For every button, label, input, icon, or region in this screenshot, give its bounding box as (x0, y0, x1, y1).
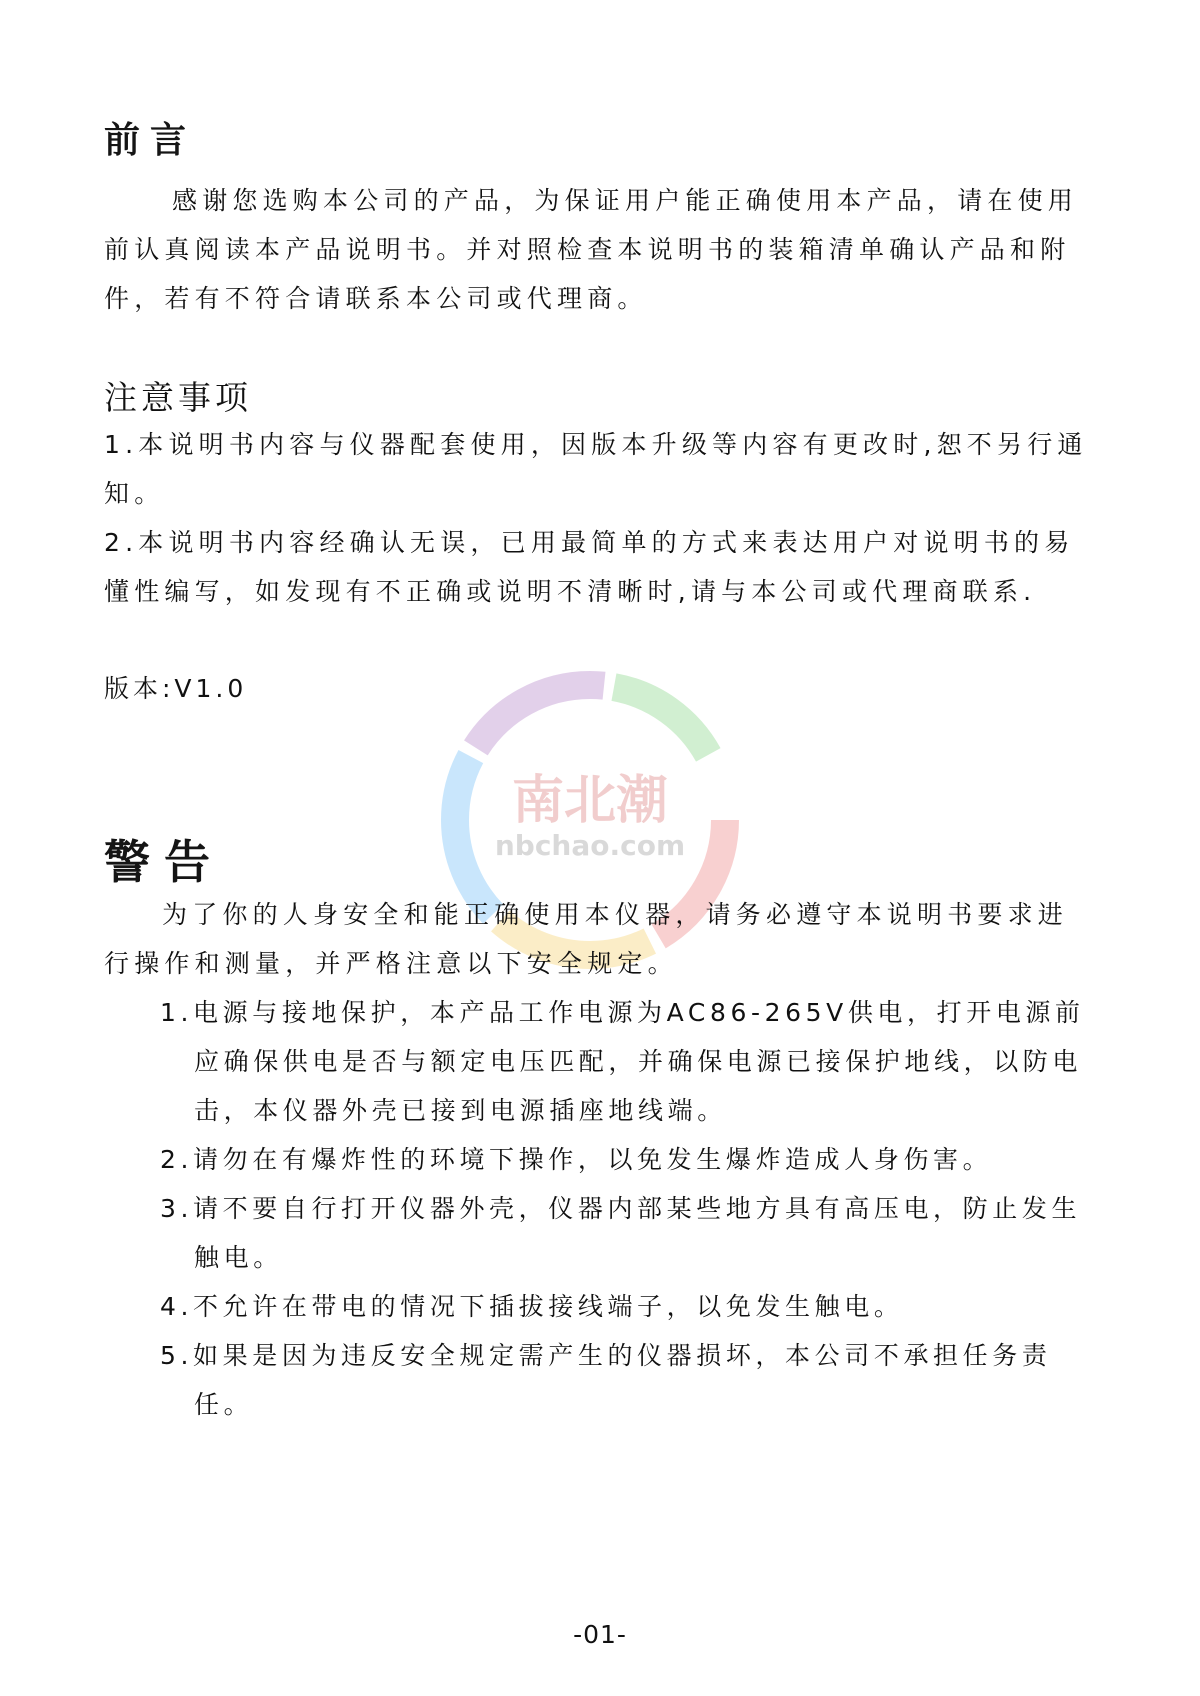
warning-item-4: 4.不允许在带电的情况下插拔接线端子，以免发生触电。 (160, 1292, 904, 1321)
warning-item-2: 2.请勿在有爆炸性的环境下操作，以免发生爆炸造成人身伤害。 (160, 1145, 993, 1174)
preface-title: 前言 (104, 119, 197, 161)
watermark-brand-cn: 南北潮 (511, 770, 669, 831)
notice-item-2: 2.本说明书内容经确认无误，已用最简单的方式来表达用户对说明书的易懂性编写，如发现有不正确或说明不清晰时,请与本公司或代理商联系. (104, 528, 1075, 606)
warning-title: 警告 (104, 835, 224, 889)
preface-body: 感谢您选购本公司的产品，为保证用户能正确使用本产品，请在使用前认真阅读本产品说明书。并对照检查本说明书的装箱清单确认产品和附件，若有不符合请联系本公司或代理商。 (104, 186, 1079, 313)
watermark-brand-url: nbchao.com (494, 829, 686, 862)
warning-item-5: 5.如果是因为违反安全规定需产生的仪器损坏，本公司不承担任务责任。 (160, 1341, 1052, 1419)
notice-title: 注意事项 (104, 378, 252, 417)
warning-item-1: 1.电源与接地保护，本产品工作电源为AC86-265V供电，打开电源前应确保供电是否与额定电压匹配，并确保电源已接保护地线，以防电击，本仪器外壳已接到电源插座地线端。 (160, 998, 1085, 1125)
version-label: 版本:V1.0 (104, 674, 248, 703)
warning-item-3: 3.请不要自行打开仪器外壳，仪器内部某些地方具有高压电，防止发生触电。 (160, 1194, 1082, 1272)
notice-item-1: 1.本说明书内容与仪器配套使用，因版本升级等内容有更改时,恕不另行通知。 (104, 430, 1088, 508)
warning-intro: 为了你的人身安全和能正确使用本仪器，请务必遵守本说明书要求进行操作和测量，并严格注意以下安全规定。 (104, 900, 1069, 978)
warning-list (160, 988, 1100, 1429)
page-number: -01- (573, 1620, 627, 1649)
